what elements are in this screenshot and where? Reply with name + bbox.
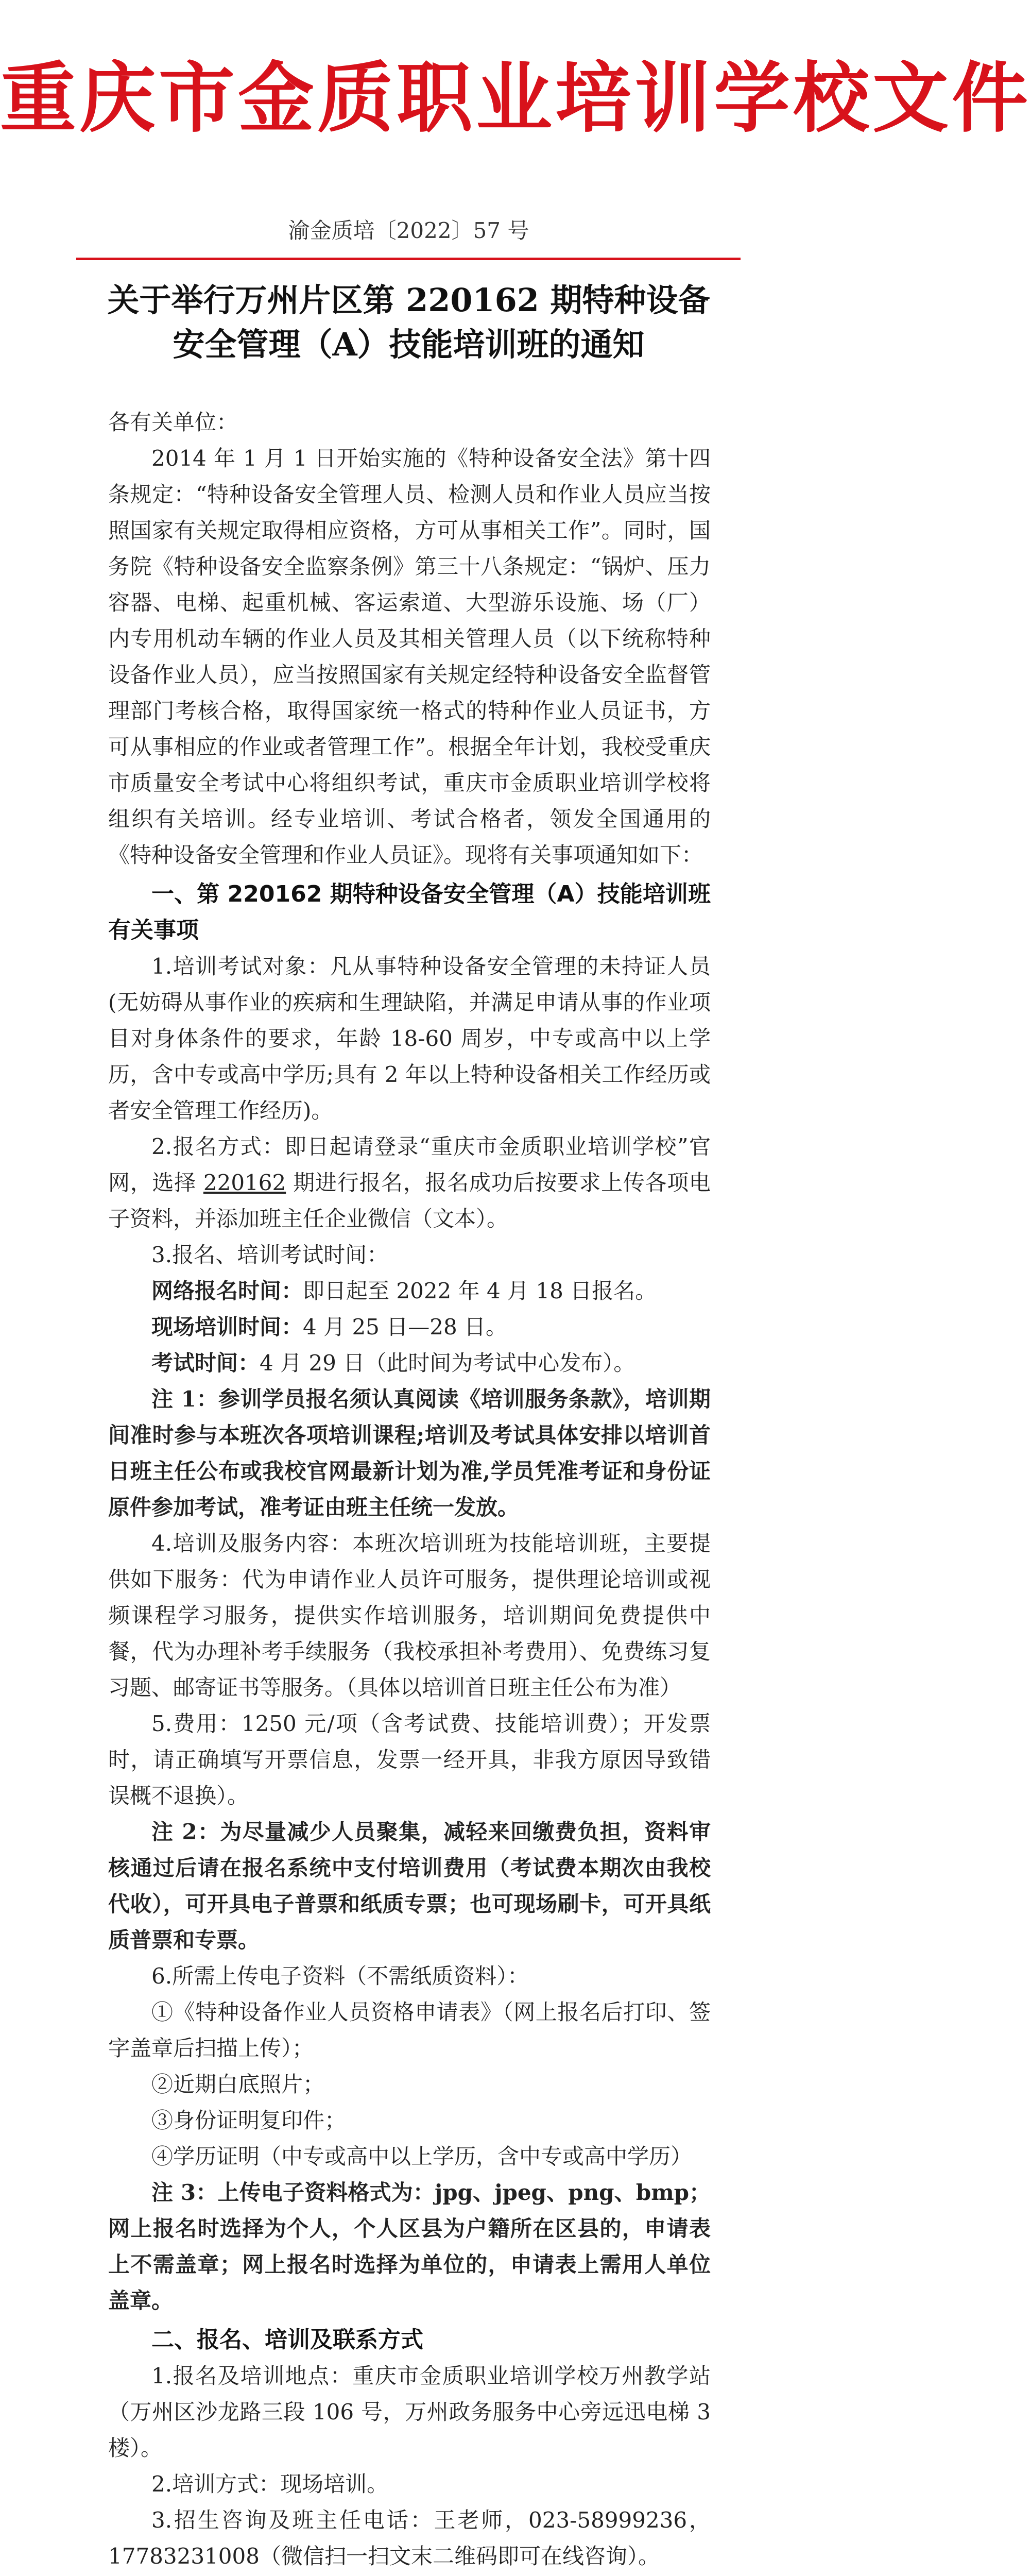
item-registration-method bbox=[108, 1129, 711, 1237]
document-id-copy: ③身份证明复印件； bbox=[151, 2108, 347, 2133]
training-time-label: 现场培训时间： bbox=[151, 1314, 303, 1340]
exam-time bbox=[108, 1345, 711, 1381]
registration-text-a: 2.报名方式：即日起请登录“重庆市金质职业培训学校”官网，选择 bbox=[108, 1134, 711, 1195]
note-3: 注 3：上传电子资料格式为：jpg、jpeg、png、bmp；网上报名时选择为个人，个人区县为户籍所在区县的，申请表上不需盖章；网上报名时选择为单位的，申请表上需用人单位盖章。 bbox=[108, 2180, 711, 2313]
notice-title-line-1: 关于举行万州片区第 220162 期特种设备 bbox=[107, 281, 710, 319]
item-services: 4.培训及服务内容：本班次培训班为技能培训班，主要提供如下服务：代为申请作业人员许可服务，提供理论培训或视频课程学习服务，提供实作培训服务，培训期间免费提供中餐，代为办理补考手续服务（我校承担补考费用）、免费练习复习题、邮寄证书等服务。（具体以培训首日班主任公布为准） bbox=[108, 1531, 711, 1700]
salutation: 各有关单位： bbox=[108, 410, 238, 435]
class-code-link[interactable]: 220162 bbox=[203, 1170, 286, 1195]
registration-time-value: 即日起至 2022 年 4 月 18 日报名。 bbox=[303, 1278, 657, 1303]
training-time-value: 4 月 25 日—28 日。 bbox=[303, 1314, 508, 1340]
notice-title-line-2: 安全管理（A）技能培训班的通知 bbox=[173, 326, 645, 363]
document-number: 渝金质培〔2022〕57 号 bbox=[288, 218, 529, 243]
intro-paragraph: 2014 年 1 月 1 日开始实施的《特种设备安全法》第十四条规定：“特种设备安全管理人员、检测人员和作业人员应当按照国家有关规定取得相应资格，方可从事相关工作”。同时，国务院《特种设备安全监察条例》第三十八条规定：“锅炉、压力容器、电梯、起重机械、客运索道、大型游乐设施、场（厂）内专用机动车辆的作业人员及其相关管理人员（以下统称特种设备作业人员），应当按照国家有关规定经特种设备安全监督管理部门考核合格，取得国家统一格式的特种作业人员证书，方可从事相应的作业或者管理工作”。根据全年计划，我校受重庆市质量安全考试中心将组织考试，重庆市金质职业培训学校将组织有关培训。经专业培训、考试合格者，领发全国通用的《特种设备安全管理和作业人员证》。现将有关事项通知如下： bbox=[108, 446, 711, 868]
document-education-proof: ④学历证明（中专或高中以上学历，含中专或高中学历） bbox=[151, 2144, 693, 2169]
item-training-mode: 2.培训方式：现场培训。 bbox=[151, 2471, 389, 2497]
item-documents: 6.所需上传电子资料（不需纸质资料）： bbox=[151, 1963, 529, 1989]
document-application-form: ①《特种设备作业人员资格申请表》（网上报名后打印、签字盖章后扫描上传）； bbox=[108, 1999, 711, 2061]
section-2-title: 二、报名、培训及联系方式 bbox=[151, 2327, 423, 2353]
item-training-target: 1.培训考试对象：凡从事特种设备安全管理的未持证人员(无妨碍从事作业的疾病和生理缺陷，并满足申请从事的作业项目对身体条件的要求，年龄 18-60 周岁，中专或高中以上学历，含中专或高中学历;具有 2 年以上特种设备相关工作经历或者安全管理工作经历)。 bbox=[108, 954, 711, 1123]
document-header-title: 重庆市金质职业培训学校文件 bbox=[0, 54, 1031, 143]
note-1: 注 1：参训学员报名须认真阅读《培训服务条款》，培训期间准时参与本班次各项培训课程;培训及考试具体安排以培训首日班主任公布或我校官网最新计划为准,学员凭准考证和身份证原件参加考试，准考证由班主任统一发放。 bbox=[108, 1386, 711, 1520]
item-schedule: 3.报名、培训考试时间： bbox=[151, 1242, 389, 1267]
notice-body bbox=[108, 404, 711, 2576]
exam-time-value: 4 月 29 日（此时间为考试中心发布）。 bbox=[260, 1350, 635, 1376]
exam-time-label: 考试时间： bbox=[151, 1350, 260, 1376]
item-location: 1.报名及培训地点：重庆市金质职业培训学校万州教学站（万州区沙龙路三段 106 号，万州政务服务中心旁远迅电梯 3 楼）。 bbox=[108, 2363, 711, 2461]
header-red-rule bbox=[76, 258, 741, 260]
registration-text-b: 期进行报名，报名成功后按要求上传各项电子资料，并添加班主任企业微信（文本）。 bbox=[108, 1170, 711, 1231]
note-2: 注 2：为尽量减少人员聚集，减轻来回缴费负担，资料审核通过后请在报名系统中支付培训费用（考试费本期次由我校代收），可开具电子普票和纸质专票；也可现场刷卡，可开具纸质普票和专票。 bbox=[108, 1819, 711, 1953]
section-1-title: 一、第 220162 期特种设备安全管理（A）技能培训班有关事项 bbox=[108, 881, 711, 943]
item-fees: 5.费用：1250 元/项（含考试费、技能培训费）；开发票时，请正确填写开票信息，发票一经开具，非我方原因导致错误概不退换）。 bbox=[108, 1711, 711, 1808]
registration-time bbox=[108, 1273, 711, 1309]
training-time bbox=[108, 1309, 711, 1345]
notice-title bbox=[72, 278, 745, 367]
registration-time-label: 网络报名时间： bbox=[151, 1278, 303, 1303]
item-contact: 3.招生咨询及班主任电话：王老师，023-58999236，17783231008（微信扫一扫文末二维码即可在线咨询）。 bbox=[108, 2507, 711, 2569]
document-photo: ②近期白底照片； bbox=[151, 2072, 325, 2097]
